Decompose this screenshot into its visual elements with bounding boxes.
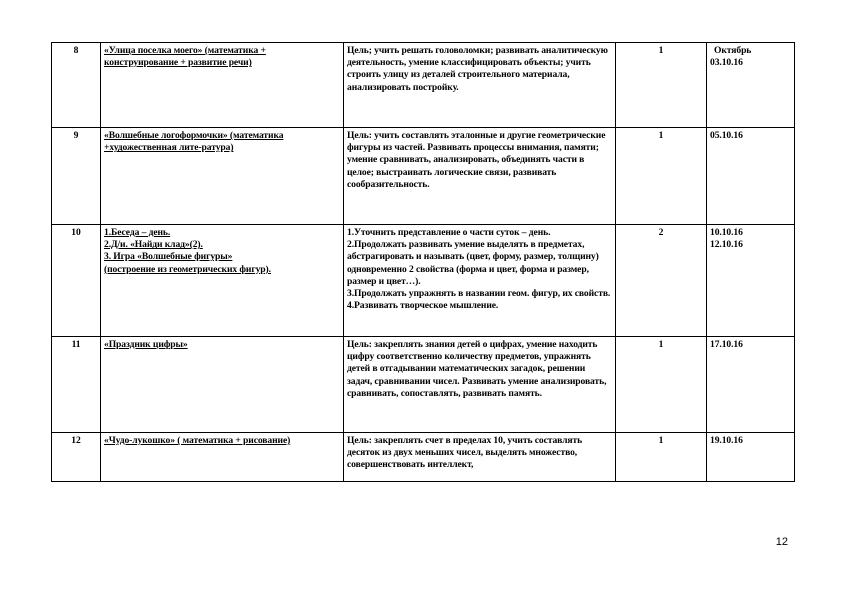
date-cell [707, 337, 795, 433]
goal-text: Цель: закреплять счет в пределах 10, учить составлять десяток из двух меньших чисел, выделять множество, совершенствовать интеллект, [347, 435, 583, 471]
row-number: 9 [52, 128, 101, 225]
topic-cell [101, 225, 344, 337]
hours-cell: 1 [616, 337, 707, 433]
topic-line: 1.Беседа – день. [104, 227, 171, 238]
topic-line: конструирование + развитие речи) [104, 57, 252, 69]
table-row [52, 43, 795, 128]
date-value: 12.10.16 [710, 239, 743, 251]
table-row [52, 225, 795, 337]
row-number: 10 [52, 225, 101, 337]
page-number: 12 [775, 536, 788, 548]
table-row [52, 128, 795, 225]
goal-cell [344, 433, 616, 482]
goal-line: 4.Развивать творческое мышление. [347, 300, 499, 312]
goal-cell: Цель; учить решать головоломки; развивать аналитическую деятельность, умение классифицировать объекты; учить строить улицу из деталей строительного материала, анализировать постройку. [344, 43, 616, 128]
date-value: 10.10.16 [710, 227, 743, 238]
goal-cell [344, 225, 616, 337]
date-cell [707, 433, 795, 482]
topic-line: +художественная лите-ратура) [104, 142, 234, 154]
table-row [52, 337, 795, 433]
date-cell [707, 225, 795, 337]
hours-cell: 1 [616, 128, 707, 225]
row-number: 12 [52, 433, 101, 482]
hours-cell: 1 [616, 43, 707, 128]
goal-line: 1.Уточнить представление о части суток – день. [347, 227, 551, 238]
table-row [52, 433, 795, 482]
hours-cell: 1 [616, 433, 707, 482]
topic-line: «Чудо-лукошко» ( математика + рисование) [104, 435, 291, 446]
goal-cell: Цель: учить составлять эталонные и другие геометрические фигуры из частей. Развивать процессы внимания, памяти; умение сравнивать, анализировать, объединять части в целое; выстраивать логические связи, развивать сообразительность. [344, 128, 616, 225]
topic-line: «Волшебные логоформочки» (математика [104, 130, 284, 141]
topic-line: 2.Д/и. «Найди клад»(2). [104, 239, 203, 251]
goal-cell: Цель: закреплять знания детей о цифрах, умение находить цифру соответственно количеству предметов, упражнять детей в отгадывании математических загадок, решении задач, сравнивании чисел. Развивать умение анализировать, сравнивать, сопоставлять, развивать память. [344, 337, 616, 433]
topic-cell [101, 337, 344, 433]
lesson-plan-table [51, 42, 795, 482]
goal-line: 2.Продолжать развивать умение выделять в предметах, абстрагировать и называть (цвет, форму, размер, толщину) одновременно 2 свойства (форма и цвет, форма и размер, размер и цвет…). [347, 239, 599, 287]
goal-line: 3.Продолжать упражнять в названии геом. фигур, их свойств. [347, 288, 611, 300]
row-number: 8 [52, 43, 101, 128]
date-value: 17.10.16 [710, 339, 743, 350]
date-value: 19.10.16 [710, 435, 743, 446]
date-value: 05.10.16 [710, 130, 743, 141]
topic-line: «Улица поселка моего» (математика + [104, 45, 266, 56]
date-value: 03.10.16 [710, 57, 743, 69]
topic-cell [101, 128, 344, 225]
row-number: 11 [52, 337, 101, 433]
hours-cell: 2 [616, 225, 707, 337]
topic-cell [101, 43, 344, 128]
topic-line: (построение из геометрических фигур). [104, 263, 271, 275]
date-cell [707, 43, 795, 128]
topic-line: 3. Игра «Волшебные фигуры» [104, 251, 233, 263]
month-label: Октябрь [714, 45, 752, 56]
topic-cell [101, 433, 344, 482]
date-cell [707, 128, 795, 225]
topic-line: «Праздник цифры» [104, 339, 188, 350]
